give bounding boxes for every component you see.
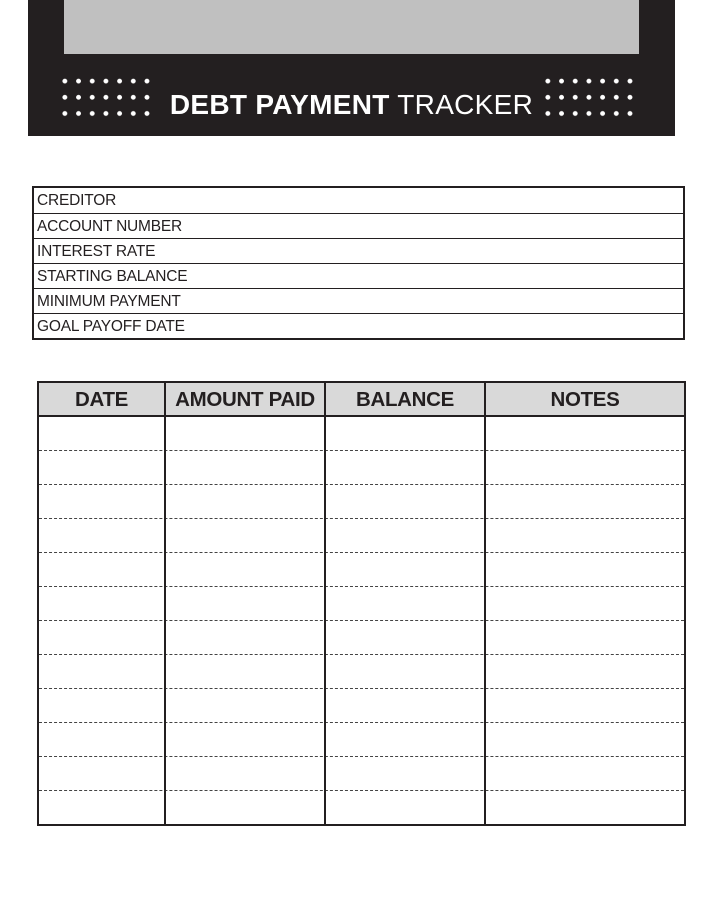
- debt-info-table: [32, 186, 685, 340]
- table-row[interactable]: [39, 417, 684, 451]
- info-row-goal-payoff-date[interactable]: GOAL PAYOFF DATE: [34, 313, 683, 338]
- column-divider: [324, 383, 326, 824]
- table-row[interactable]: [39, 791, 684, 825]
- payment-log-header: [39, 383, 684, 417]
- column-divider: [484, 383, 486, 824]
- info-row-minimum-payment[interactable]: MINIMUM PAYMENT: [34, 288, 683, 313]
- payment-log-table: [37, 381, 686, 826]
- info-row-creditor[interactable]: CREDITOR: [37, 192, 117, 209]
- info-row-starting-balance[interactable]: STARTING BALANCE: [34, 263, 683, 288]
- table-row[interactable]: [39, 757, 684, 791]
- column-header-date: DATE: [74, 388, 129, 411]
- table-row[interactable]: [39, 655, 684, 689]
- title-bold: DEBT PAYMENT: [169, 89, 390, 120]
- payment-log-rows: [39, 417, 684, 824]
- info-row-interest-rate[interactable]: INTEREST RATE: [34, 238, 683, 263]
- table-row[interactable]: [39, 485, 684, 519]
- table-row[interactable]: [39, 519, 684, 553]
- column-header-notes: NOTES: [550, 388, 620, 411]
- table-row[interactable]: [39, 689, 684, 723]
- column-header-balance: BALANCE: [355, 388, 455, 411]
- table-row[interactable]: [39, 587, 684, 621]
- photo-placeholder: [64, 0, 639, 54]
- table-row[interactable]: [39, 451, 684, 485]
- header-banner: [28, 0, 675, 136]
- table-row[interactable]: [39, 553, 684, 587]
- column-header-amount-paid: AMOUNT PAID: [175, 388, 315, 411]
- column-divider: [164, 383, 166, 824]
- title-light: TRACKER: [397, 89, 534, 120]
- table-row[interactable]: [39, 723, 684, 757]
- info-row-account-number[interactable]: ACCOUNT NUMBER: [34, 213, 683, 238]
- table-row[interactable]: [39, 621, 684, 655]
- page-title: [28, 85, 675, 125]
